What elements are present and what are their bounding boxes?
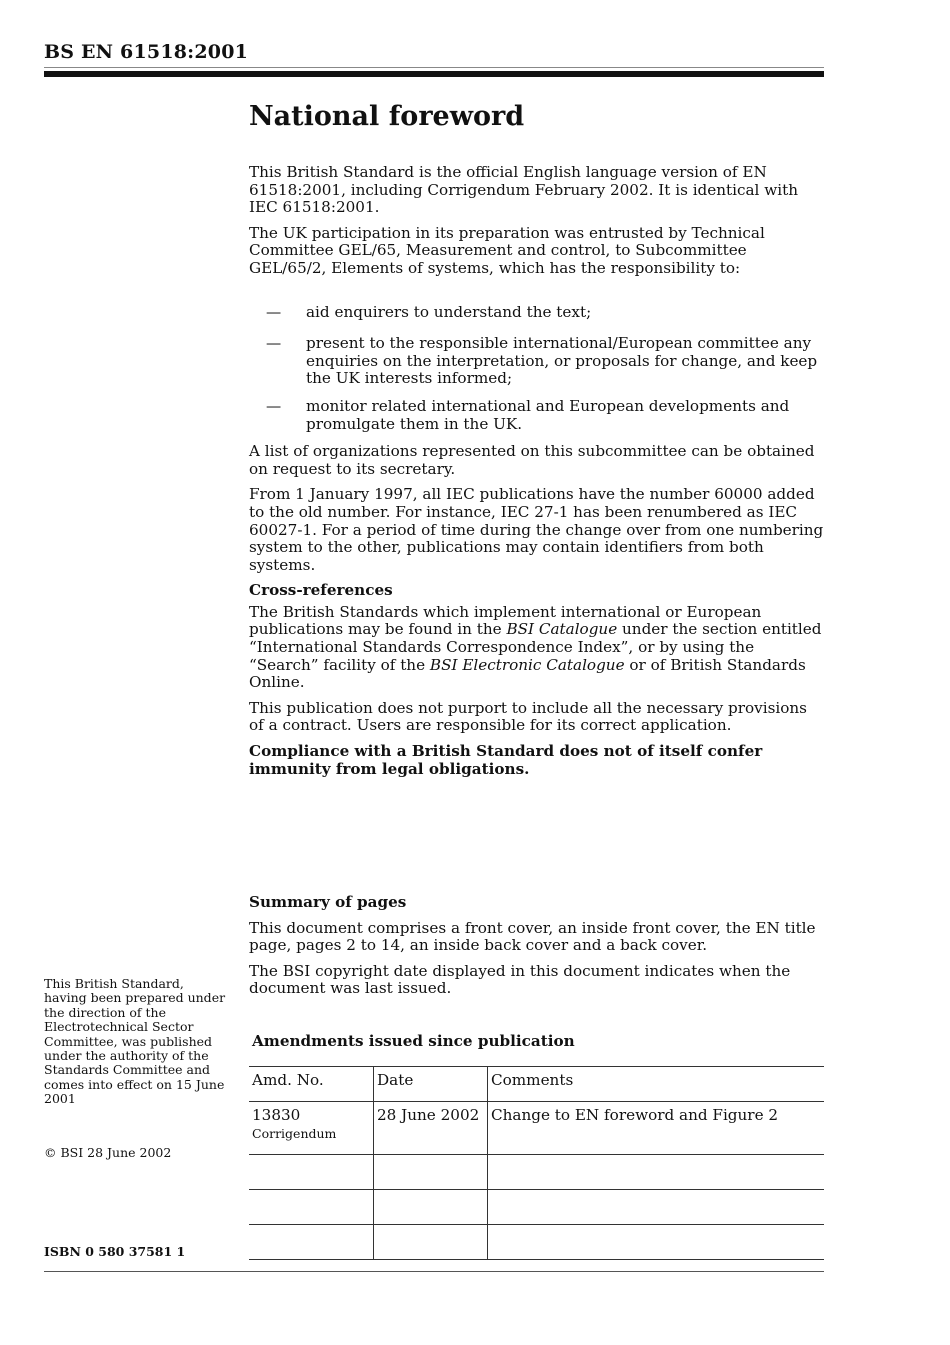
comments-cell: Change to EN foreword and Figure 2 bbox=[488, 1102, 825, 1155]
date-cell: 28 June 2002 bbox=[374, 1102, 488, 1155]
contract-paragraph: This publication does not purport to include all the necessary provisions of a contract. Users are responsible for its correct application. bbox=[249, 698, 807, 735]
page-title: National foreword bbox=[249, 101, 525, 132]
table-row bbox=[249, 1225, 824, 1260]
empty-cell bbox=[249, 1225, 374, 1260]
bsi-catalogue-title: BSI Catalogue bbox=[506, 620, 618, 639]
table-row bbox=[249, 1190, 824, 1225]
column-header: Date bbox=[374, 1067, 488, 1102]
amendments-title: Amendments issued since publication bbox=[252, 1032, 575, 1050]
compliance-statement: Compliance with a British Standard does not of itself confer immunity from legal obligations. bbox=[249, 742, 763, 778]
header-thin-rule bbox=[44, 67, 824, 68]
amd-no-cell bbox=[249, 1102, 374, 1155]
dash-bullet: — bbox=[266, 334, 282, 353]
empty-cell bbox=[249, 1155, 374, 1190]
numbering-paragraph: From 1 January 1997, all IEC publications have the number 60000 added to the old number. For instance, IEC 27-1 has been renumbered as IEC 60027-1. For a period of time during the change over from one numbering system to the other, publications may contain identifiers from both systems. bbox=[249, 485, 824, 574]
foreword-body bbox=[249, 164, 825, 786]
list-item-text: present to the responsible international/European committee any enquiries on the interpretation, or proposals for change, and keep the UK interests informed; bbox=[306, 334, 818, 388]
list-item-text: aid enquirers to understand the text; bbox=[306, 302, 592, 321]
copyright-notice: © BSI 28 June 2002 bbox=[44, 1145, 172, 1160]
table-row bbox=[249, 1102, 824, 1155]
summary-heading: Summary of pages bbox=[249, 893, 407, 911]
cross-references-paragraph: The British Standards which implement international or European publications may be found in the BSI Catalogue under the section entitled “International Standards Correspondence Index”, or by using the “Search” facility of the BSI Electronic Catalogue or of British Standards Online. bbox=[249, 602, 822, 692]
header-thick-rule bbox=[44, 71, 824, 77]
amendments-table bbox=[249, 1066, 824, 1260]
empty-cell bbox=[249, 1190, 374, 1225]
list-item-text: monitor related international and European developments and promulgate them in the UK. bbox=[306, 396, 790, 433]
empty-cell bbox=[488, 1155, 825, 1190]
footer-rule bbox=[44, 1271, 824, 1272]
list-item bbox=[249, 304, 825, 322]
amd-note: Corrigendum bbox=[252, 1126, 337, 1141]
publication-note: This British Standard, having been prepared under the direction of the Electrotechnical Sector Committee, was published under the authority of the Standards Committee and comes into effect on 15 June 2001 bbox=[44, 976, 226, 1107]
document-id: BS EN 61518:2001 bbox=[44, 41, 249, 63]
table-header-row bbox=[249, 1067, 824, 1102]
column-header: Amd. No. bbox=[249, 1067, 374, 1102]
dash-bullet: — bbox=[266, 396, 282, 415]
responsibility-list bbox=[249, 304, 825, 434]
empty-cell bbox=[488, 1225, 825, 1260]
bsi-electronic-catalogue-title: BSI Electronic Catalogue bbox=[429, 655, 625, 674]
cross-references-heading: Cross-references bbox=[249, 581, 393, 600]
copyright-date-paragraph: The BSI copyright date displayed in this document indicates when the document was last issued. bbox=[249, 961, 791, 998]
table-row bbox=[249, 1155, 824, 1190]
list-item bbox=[249, 398, 825, 433]
dash-bullet: — bbox=[266, 302, 282, 321]
organizations-paragraph: A list of organizations represented on this subcommittee can be obtained on request to its secretary. bbox=[249, 442, 815, 478]
empty-cell bbox=[374, 1155, 488, 1190]
empty-cell bbox=[374, 1225, 488, 1260]
isbn: ISBN 0 580 37581 1 bbox=[44, 1244, 186, 1259]
summary-section bbox=[249, 894, 825, 1006]
column-header: Comments bbox=[488, 1067, 825, 1102]
empty-cell bbox=[374, 1190, 488, 1225]
list-item bbox=[249, 335, 825, 388]
amd-no: 13830 bbox=[252, 1106, 301, 1124]
empty-cell bbox=[488, 1190, 825, 1225]
summary-paragraph: This document comprises a front cover, an inside front cover, the EN title page, pages 2 to 14, an inside back cover and a back cover. bbox=[249, 918, 816, 955]
intro-paragraph: This British Standard is the official English language version of EN 61518:2001, including Corrigendum February 2002. It is identical with IEC 61518:2001. bbox=[249, 163, 798, 217]
committee-paragraph: The UK participation in its preparation was entrusted by Technical Committee GEL/65, Measurement and control, to Subcommittee GEL/65/2, Elements of systems, which has the responsibility to: bbox=[249, 223, 765, 277]
